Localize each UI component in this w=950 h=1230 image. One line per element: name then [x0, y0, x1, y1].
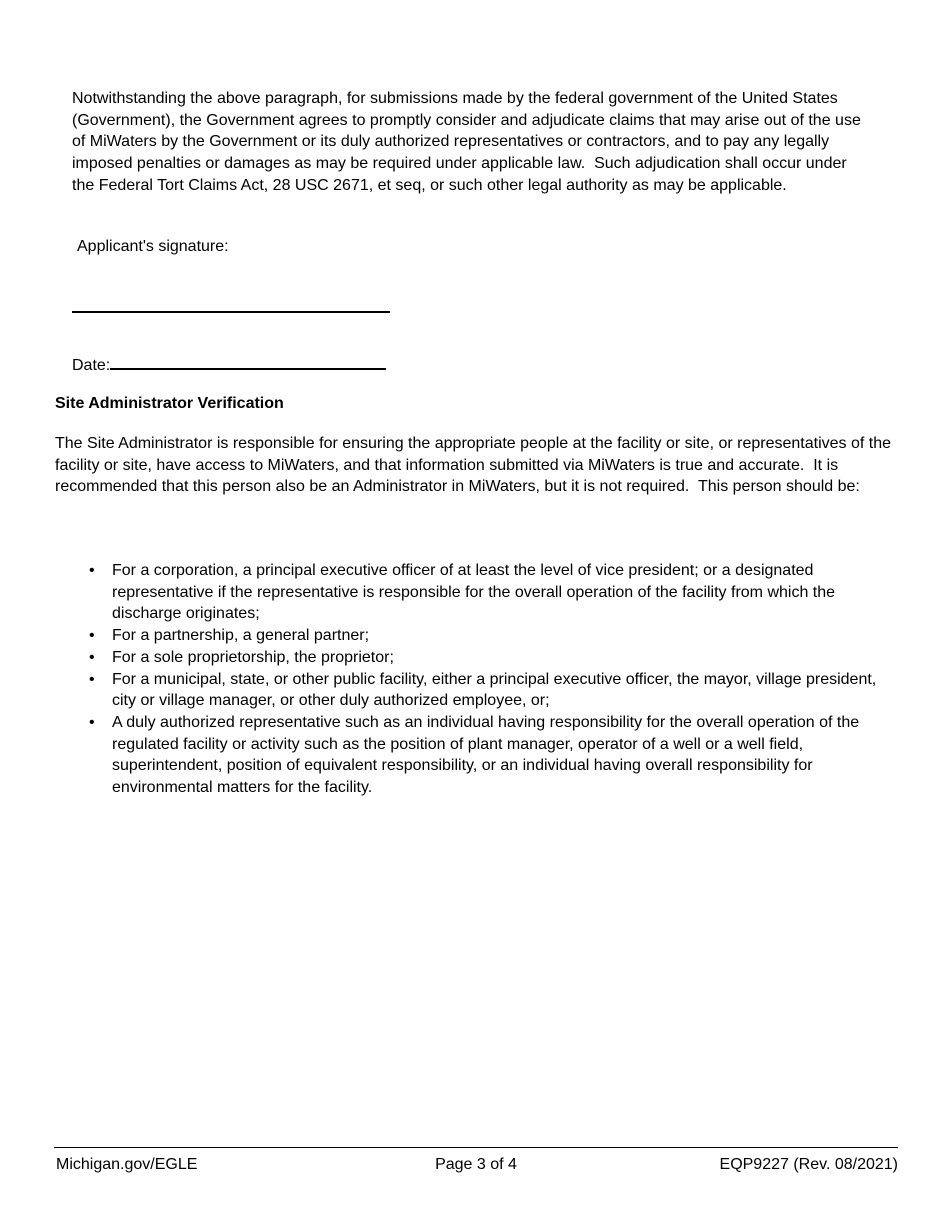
list-item-text: For a corporation, a principal executive officer of at least the level of vice president; or a designated representative if the representative is responsible for the overall operation of the facility from which the discharge originates;: [112, 562, 840, 623]
bullet-icon: •: [89, 627, 95, 645]
list-item-text: A duly authorized representative such as an individual having responsibility for the overall operation of the regulated facility or activity such as the position of plant manager, operator of a well or a well field, superintendent, position of equivalent responsibility, or an individual having overall responsibility for environmental matters for the facility.: [112, 713, 864, 797]
list-item: [87, 560, 883, 625]
federal-government-paragraph: Notwithstanding the above paragraph, for submissions made by the federal government of the United States (Government), the Government agrees to promptly consider and adjudicate claims that may arise out of the use of MiWaters by the Government or its duly authorized representatives or contractors, and to pay any legally imposed penalties or damages as may be required under applicable law. Such adjudication shall occur under the Federal Tort Claims Act, 28 USC 2671, et seq, or such other legal authority as may be applicable.: [72, 90, 866, 194]
bullet-icon: •: [89, 670, 95, 688]
list-item-text: For a municipal, state, or other public facility, either a principal executive officer, the mayor, village president, city or village manager, or other duly authorized employee, or;: [112, 670, 881, 710]
footer-divider: [54, 1147, 898, 1148]
footer-website: Michigan.gov/EGLE: [56, 1156, 198, 1173]
qualifying-persons-list: [87, 560, 883, 799]
list-item-text: For a partnership, a general partner;: [112, 627, 370, 645]
site-administrator-paragraph: The Site Administrator is responsible for ensuring the appropriate people at the facility or site, or representatives of the facility or site, have access to MiWaters, and that information submitted via MiWaters is true and accurate. It is recommended that this person also be an Administrator in MiWaters, but it is not required. This person should be:: [55, 435, 896, 496]
date-blank-line: [110, 353, 386, 370]
list-item: [87, 625, 883, 647]
footer-form-number: EQP9227 (Rev. 08/2021): [719, 1156, 898, 1173]
signature-blank-line: [72, 311, 390, 313]
bullet-icon: •: [89, 713, 95, 731]
bullet-icon: •: [89, 648, 95, 666]
list-item: [87, 712, 883, 799]
date-label: Date:: [72, 357, 111, 374]
footer-page-number: Page 3 of 4: [435, 1156, 517, 1173]
section-heading: Site Administrator Verification: [55, 395, 284, 412]
page-footer: [54, 1154, 898, 1178]
date-row: [72, 353, 386, 377]
bullet-icon: •: [89, 562, 95, 579]
list-item: [87, 647, 883, 669]
list-item: [87, 669, 883, 712]
applicant-signature-label: Applicant's signature:: [77, 238, 229, 255]
list-item-text: For a sole proprietorship, the proprietor;: [112, 648, 394, 666]
